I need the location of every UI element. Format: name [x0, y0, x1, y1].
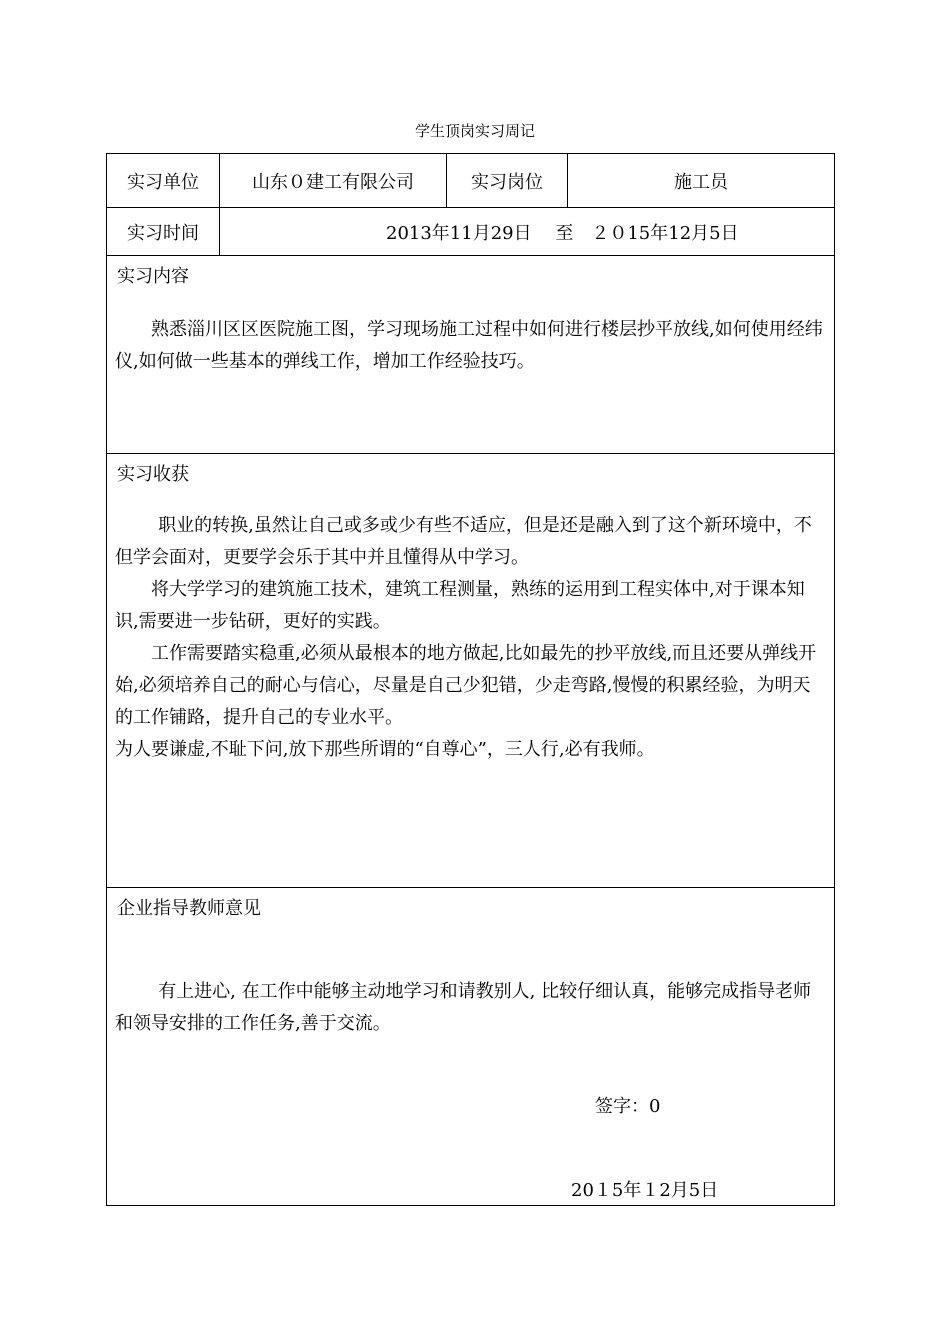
- content-label: 实习内容: [117, 266, 189, 287]
- gains-row: [107, 454, 835, 888]
- unit-row: [107, 154, 835, 208]
- gains-label: 实习收获: [117, 464, 189, 485]
- gains-paragraph: 工作需要踏实稳重,必须从最根本的地方做起,比如最先的抄平放线,而且还要从弹线开始,必须培养自己的耐心与信心，尽量是自己少犯错，少走弯路,慢慢的积累经验，为明天的工作铺路，提升自己的专业水平。: [115, 643, 817, 728]
- unit-label: 实习单位: [107, 154, 220, 208]
- time-row: [107, 208, 835, 256]
- signature: 签字：0: [595, 1096, 661, 1117]
- gains-paragraph: 将大学学习的建筑施工技术，建筑工程测量，熟练的运用到工程实体中,对于课本知识,需要进一步钻研，更好的实践。: [115, 579, 805, 632]
- post-label: 实习岗位: [447, 154, 568, 208]
- post-value: 施工员: [568, 154, 835, 208]
- opinion-paragraph: 有上进心, 在工作中能够主动地学习和请教别人, 比较仔细认真，能够完成指导老师和领导安排的工作任务,善于交流。: [115, 981, 812, 1034]
- opinion-section: [107, 888, 835, 1206]
- content-row: [107, 256, 835, 454]
- content-paragraph: 熟悉淄川区区医院施工图，学习现场施工过程中如何进行楼层抄平放线,如何使用经纬仪,如何做一些基本的弹线工作，增加工作经验技巧。: [115, 319, 823, 372]
- gains-paragraph: 为人要谦虚,不耻下问,放下那些所谓的“自尊心”，三人行,必有我师。: [115, 739, 655, 760]
- time-label: 实习时间: [107, 208, 220, 256]
- opinion-row: [107, 888, 835, 1206]
- unit-value: 山东０建工有限公司: [220, 154, 447, 208]
- opinion-label: 企业指导教师意见: [117, 898, 261, 919]
- gains-paragraph: 职业的转换,虽然让自己或多或少有些不适应，但是还是融入到了这个新环境中，不但学会面对，更要学会乐于其中并且懂得从中学习。: [115, 515, 812, 568]
- signature-date: 20１5年１2月5日: [571, 1180, 719, 1201]
- document-title: 学生顶岗实习周记: [414, 122, 535, 140]
- content-section: [107, 256, 835, 454]
- gains-section: [107, 454, 835, 888]
- weekly-report-table: [106, 153, 835, 1206]
- time-value: 2013年11月29日 至 ２０15年12月5日: [220, 208, 835, 256]
